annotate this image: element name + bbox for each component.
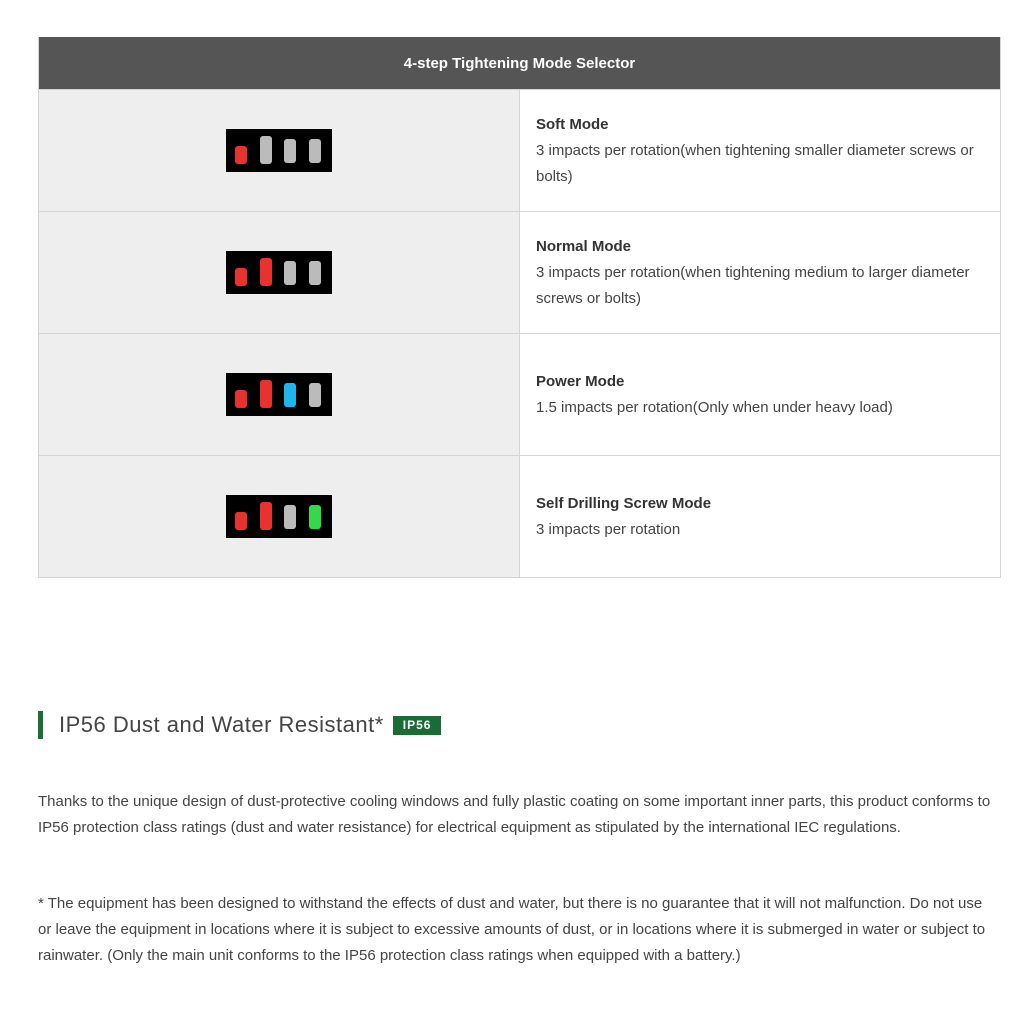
ip56-description: Thanks to the unique design of dust-protective cooling windows and fully plastic coating on some important inner parts, this product conforms to IP56 protection class ratings (dust and water resistance) for electrical equipment as stipulated by the international IEC regulations. [38, 793, 991, 836]
indicator-bar-1 [235, 390, 247, 408]
mode-description: 3 impacts per rotation(when tightening medium to larger diameter screws or bolts) [536, 263, 970, 307]
mode-row-normal [39, 211, 1000, 333]
mode-indicator-icon [226, 129, 332, 172]
indicator-bar-3 [284, 505, 296, 529]
mode-selector-table [38, 37, 1001, 578]
mode-name: Self Drilling Screw Mode [536, 494, 712, 512]
mode-description: 3 impacts per rotation [536, 520, 681, 538]
indicator-bar-2 [260, 502, 272, 530]
mode-name: Normal Mode [536, 237, 632, 255]
mode-description: 3 impacts per rotation(when tightening smaller diameter screws or bolts) [536, 141, 974, 185]
indicator-bar-1 [235, 146, 247, 164]
indicator-bar-4 [309, 383, 321, 407]
indicator-bar-1 [235, 268, 247, 286]
mode-row-self-drilling [39, 455, 1000, 577]
indicator-bar-3 [284, 139, 296, 163]
ip56-disclaimer: * The equipment has been designed to withstand the effects of dust and water, but there is no guarantee that it will not malfunction. Do not use or leave the equipment in locations where it is subject to excessive amounts of dust, or in locations where it is submerged in water or subject to rainwater. (Only the main unit conforms to the IP56 protection class ratings when equipped with a battery.) [38, 895, 986, 964]
mode-indicator-icon [226, 373, 332, 416]
indicator-bar-3 [284, 261, 296, 285]
section-title: IP56 Dust and Water Resistant* [59, 712, 384, 737]
indicator-bar-4 [309, 505, 321, 529]
indicator-bar-2 [260, 136, 272, 164]
indicator-bar-4 [309, 261, 321, 285]
indicator-bar-3 [284, 383, 296, 407]
ip56-badge: IP56 [393, 716, 442, 735]
mode-indicator-icon [226, 495, 332, 538]
indicator-bar-2 [260, 258, 272, 286]
mode-indicator-icon [226, 251, 332, 294]
table-header: 4-step Tightening Mode Selector [39, 37, 1000, 89]
indicator-bar-1 [235, 512, 247, 530]
mode-description: 1.5 impacts per rotation(Only when under heavy load) [536, 398, 893, 416]
mode-name: Power Mode [536, 372, 625, 390]
mode-row-power [39, 333, 1000, 455]
indicator-bar-2 [260, 380, 272, 408]
section-heading [38, 711, 998, 739]
ip56-section [38, 711, 998, 739]
indicator-bar-4 [309, 139, 321, 163]
mode-name: Soft Mode [536, 115, 609, 133]
mode-row-soft [39, 89, 1000, 211]
heading-accent-bar [38, 711, 43, 739]
